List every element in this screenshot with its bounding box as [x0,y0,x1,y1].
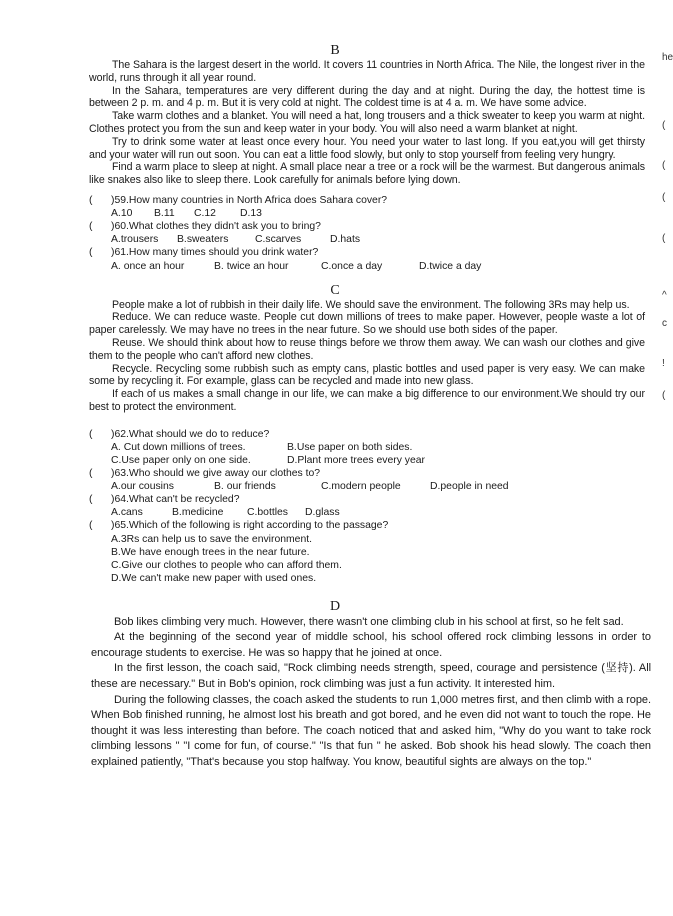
section-d [91,615,651,771]
paragraph: In the first lesson, the coach said, "Rock climbing needs strength, speed, courage and persistence (坚持). All these are necessary." But in Bob's opinion, rock climbing was just a fun activity. It interested him. [91,662,651,690]
section-b-passage [89,59,645,187]
paragraph: Find a warm place to sleep at night. A small place near a tree or a rock will be the warmest. But dangerous animals like snakes also like to sleep there. Look carefully for animals before lying down. [89,161,645,187]
question-64-options [89,506,645,519]
section-c-passage [89,299,645,414]
option: D.hats [330,234,361,246]
question-63 [89,467,645,480]
option: A. Cut down millions of trees. [111,441,246,453]
option: C.Give our clothes to people who can afford them. [111,559,342,571]
section-b [89,59,645,273]
option: B. our friends [214,481,276,493]
option: C.once a day [321,260,383,272]
option: B.sweaters [177,234,229,246]
question-60-options [89,233,645,246]
answer-blank[interactable]: ( [89,467,93,479]
question-65 [89,519,645,532]
question-stem: )65.Which of the following is right according to the passage? [111,520,389,532]
question-62 [89,428,645,441]
option: B. twice an hour [214,260,289,272]
question-60 [89,220,645,233]
paragraph: Try to drink some water at least once every hour. You need your water to last long. If you eat,you will get thirsty and your water will run out soon. You can eat a little food slowly, but only to stop yourself from feeling very hungry. [89,135,645,161]
question-stem: )61.How many times should you drink water? [111,247,319,259]
option: C.12 [194,208,216,220]
answer-blank[interactable]: ( [89,494,93,506]
question-stem: )63.Who should we give away our clothes to? [111,467,321,479]
edge-mark: ! [662,358,665,369]
question-62-options [89,441,645,467]
section-c-questions [89,428,645,585]
option: A.trousers [111,234,159,246]
option: D.people in need [430,481,509,493]
edge-mark: ( [662,120,666,131]
section-b-title: B [330,43,340,58]
answer-blank[interactable]: ( [89,520,93,532]
paragraph: If each of us makes a small change in our life, we can make a big difference to our environment.We should try our best to protect the environment. [89,388,645,413]
option: D.twice a day [419,260,482,272]
option: C.scarves [255,234,302,246]
section-d-title: D [329,598,341,614]
question-65-options [89,533,645,585]
paragraph: Take warm clothes and a blanket. You will need a hat, long trousers and a thick sweater to keep you warm at night. Clothes protect you from the sun and keep water in your body. You will also need a warm blanket at night. [89,110,645,135]
question-stem: )64.What can't be recycled? [111,494,240,506]
answer-blank[interactable]: ( [89,247,93,259]
option: D.13 [240,208,262,220]
option: D.We can't make new paper with used ones. [111,572,317,584]
option: B.11 [154,208,175,220]
option: D.glass [305,507,340,519]
question-61-options [89,260,645,273]
paragraph: During the following classes, the coach asked the students to run 1,000 metres first, and then climb with a rope. When Bob finished running, he almost lost his breath and got bored, and he even did not want to touch the rope. He thought it was less interesting than before. The coach noticed that and asked him, "Why do you want to take rock climbing lessons " "I come for fun, of course." "Is that fun " he asked. Bob shook his head slowly. The coach then explained patiently, "That's because you stop halfway. You know, beautiful sights are always on the top." [91,693,651,768]
edge-mark: c [662,318,667,329]
paragraph: At the beginning of the second year of middle school, his school offered rock climbing lessons in order to encourage students to exercise. He was so happy that he joined at once. [91,631,651,659]
paragraph: Reduce. We can reduce waste. People cut down millions of trees to make paper. However, people waste a lot of paper carelessly. We may have no trees in the near future. So we should use both sides of the paper. [89,311,645,337]
option: A.cans [111,507,143,519]
option: D.Plant more trees every year [287,454,426,466]
option: C.modern people [321,481,401,493]
question-stem: )59.How many countries in North Africa does Sahara cover? [111,194,388,206]
option: B.medicine [172,507,224,519]
paragraph: People make a lot of rubbish in their daily life. We should save the environment. The following 3Rs may help us. [112,298,630,311]
question-63-options [89,480,645,493]
paragraph: Recycle. Recycling some rubbish such as empty cans, plastic bottles and used paper is very easy. We can make some by recycling it. For example, glass can be recycled and made into new glass. [89,362,645,388]
option: A.our cousins [111,481,174,493]
paragraph: In the Sahara, temperatures are very different during the day and at night. During the day, the hottest time is between 2 p. m. and 4 p. m. But it is very cold at night. The coldest time is at 4 a. m. We have some advice. [89,84,645,110]
answer-blank[interactable]: ( [89,428,93,440]
paragraph: Bob likes climbing very much. However, there wasn't one climbing club in his school at first, so he felt sad. [114,615,624,628]
edge-mark: ( [662,233,666,244]
question-59-options [89,207,645,220]
section-c [89,299,645,585]
question-61 [89,246,645,259]
question-stem: )62.What should we do to reduce? [111,428,270,440]
edge-mark: ( [662,390,666,401]
option: B.We have enough trees in the near future. [111,546,310,558]
answer-blank[interactable]: ( [89,221,93,233]
option: A.3Rs can help us to save the environment. [111,533,312,545]
section-d-passage [91,615,651,771]
option: A.10 [111,208,133,220]
paragraph: Reuse. We should think about how to reuse things before we throw them away. We can wash our clothes and give them to the people who can't afford new clothes. [89,336,645,362]
answer-blank[interactable]: ( [89,194,93,206]
edge-mark: he [662,52,673,63]
option: C.bottles [247,507,289,519]
option: A. once an hour [111,260,185,272]
option: C.Use paper only on one side. [111,454,251,466]
question-59 [89,194,645,207]
paragraph: The Sahara is the largest desert in the world. It covers 11 countries in North Africa. The Nile, the longest river in the world, runs through it all year round. [89,59,645,84]
section-c-title: C [330,282,340,298]
question-64 [89,493,645,506]
edge-mark: ( [662,160,666,171]
option: B.Use paper on both sides. [287,441,413,453]
edge-mark: ( [662,192,666,203]
edge-mark: ^ [662,290,667,301]
section-b-questions [89,194,645,273]
question-stem: )60.What clothes they didn't ask you to bring? [111,221,321,233]
